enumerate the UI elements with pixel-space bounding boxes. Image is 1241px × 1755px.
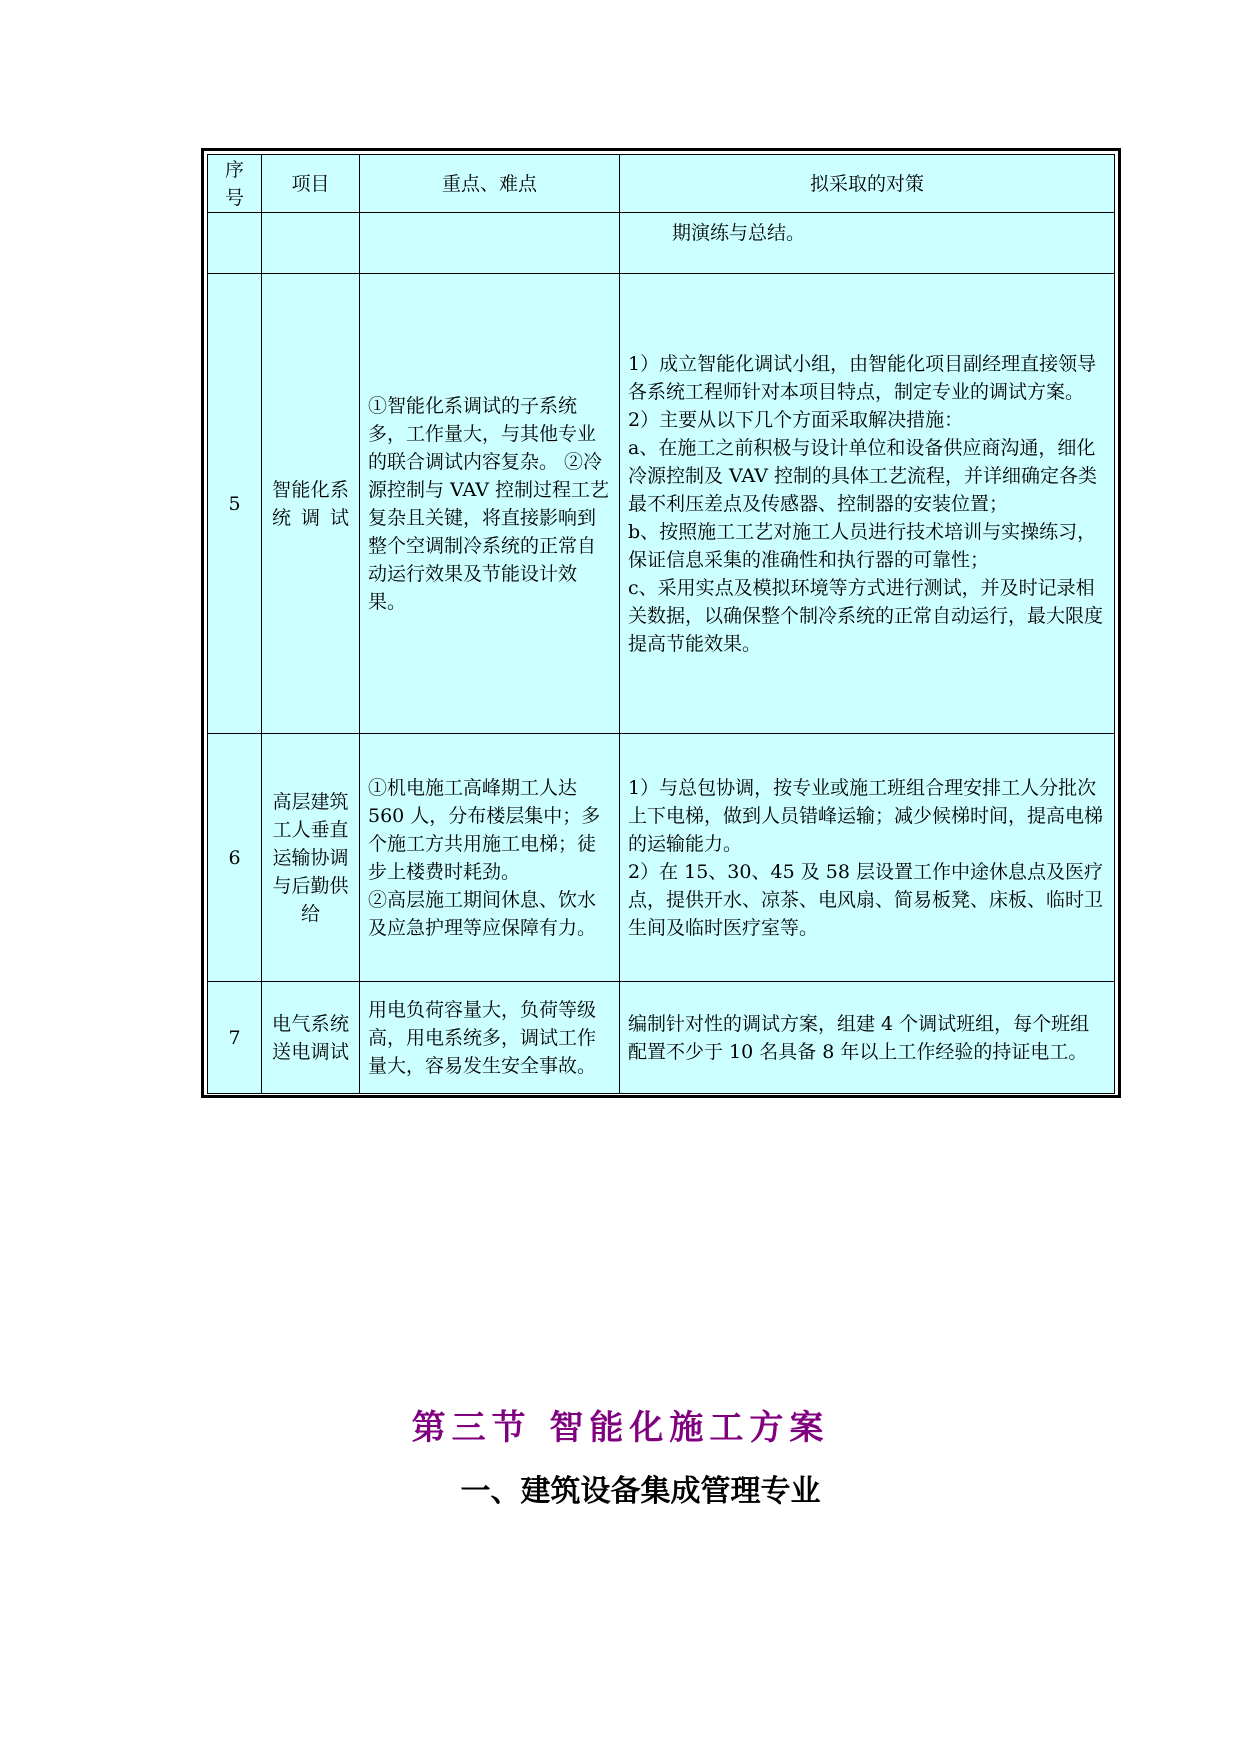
difficulty-item: ①机电施工高峰期工人达 560 人，分布楼层集中；多个施工方共用施工电梯；徒步上楼费时耗劲。 xyxy=(368,776,601,883)
measure-item: 编制针对性的调试方案，组建 4 个调试班组，每个班组配置不少于 10 名具备 8 年以上工作经验的持证电工。 xyxy=(628,1012,1090,1063)
table-row xyxy=(208,982,1115,1094)
cell-seq: 7 xyxy=(208,982,262,1094)
measure-item: 1）与总包协调，按专业或施工班组合理安排工人分批次上下电梯，做到人员错峰运输；减少候梯时间，提高电梯的运输能力。 xyxy=(628,776,1104,855)
cell-measures: 期演练与总结。 xyxy=(620,213,1115,274)
measure-item: 2）主要从以下几个方面采取解决措施： xyxy=(628,408,964,431)
cell-difficulty xyxy=(360,734,620,982)
difficulty-item: ①智能化系调试的子系统多，工作量大，与其他专业的联合调试内容复杂。 ②冷源控制与 VAV 控制过程工艺复杂且关键，将直接影响到整个空调制冷系统的正常自动运行效果及节能设计效果。 xyxy=(368,394,610,613)
measure-item: 2）在 15、30、45 及 58 层设置工作中途休息点及医疗点，提供开水、凉茶、电风扇、简易板凳、床板、临时卫生间及临时医疗室等。 xyxy=(628,860,1104,939)
cell-measures xyxy=(620,274,1115,734)
cell-project xyxy=(262,213,360,274)
header-measures: 拟采取的对策 xyxy=(620,155,1115,213)
construction-table-frame xyxy=(201,148,1121,1098)
section-title: 第三节 智能化施工方案 xyxy=(411,1408,830,1448)
header-project: 项目 xyxy=(262,155,360,213)
measure-item: 1）成立智能化调试小组，由智能化项目副经理直接领导各系统工程师针对本项目特点，制定专业的调试方案。 xyxy=(628,352,1097,403)
cell-measures xyxy=(620,734,1115,982)
section-subtitle: 一、建筑设备集成管理专业 xyxy=(460,1474,821,1509)
measure-item: c、采用实点及模拟环境等方式进行测试，并及时记录相关数据，以确保整个制冷系统的正常自动运行，最大限度提高节能效果。 xyxy=(628,576,1104,655)
cell-seq: 6 xyxy=(208,734,262,982)
measure-item: a、在施工之前积极与设计单位和设备供应商沟通，细化冷源控制及 VAV 控制的具体工艺流程，并详细确定各类最不利压差点及传感器、控制器的安装位置； xyxy=(628,436,1098,515)
table-row xyxy=(208,274,1115,734)
cell-difficulty xyxy=(360,213,620,274)
table-row xyxy=(208,734,1115,982)
header-seq: 序号 xyxy=(208,155,262,213)
cell-seq xyxy=(208,213,262,274)
difficulty-item: ②高层施工期间休息、饮水及应急护理等应保障有力。 xyxy=(368,888,597,939)
cell-measures xyxy=(620,982,1115,1094)
cell-project: 高层建筑工人垂直运输协调与后勤供给 xyxy=(262,734,360,982)
measure-item: b、按照施工工艺对施工人员进行技术培训与实操练习，保证信息采集的准确性和执行器的可靠性； xyxy=(628,520,1097,571)
table-header-row xyxy=(208,155,1115,213)
cell-difficulty xyxy=(360,982,620,1094)
cell-difficulty xyxy=(360,274,620,734)
cell-project: 电气系统送电调试 xyxy=(262,982,360,1094)
header-difficulty: 重点、难点 xyxy=(360,155,620,213)
cell-project: 智能化系统调试 xyxy=(262,274,360,734)
cell-seq: 5 xyxy=(208,274,262,734)
difficulty-item: 用电负荷容量大，负荷等级高，用电系统多，调试工作量大，容易发生安全事故。 xyxy=(368,998,597,1077)
table-row-continued xyxy=(208,213,1115,274)
difficulty-measures-table xyxy=(207,154,1115,1094)
